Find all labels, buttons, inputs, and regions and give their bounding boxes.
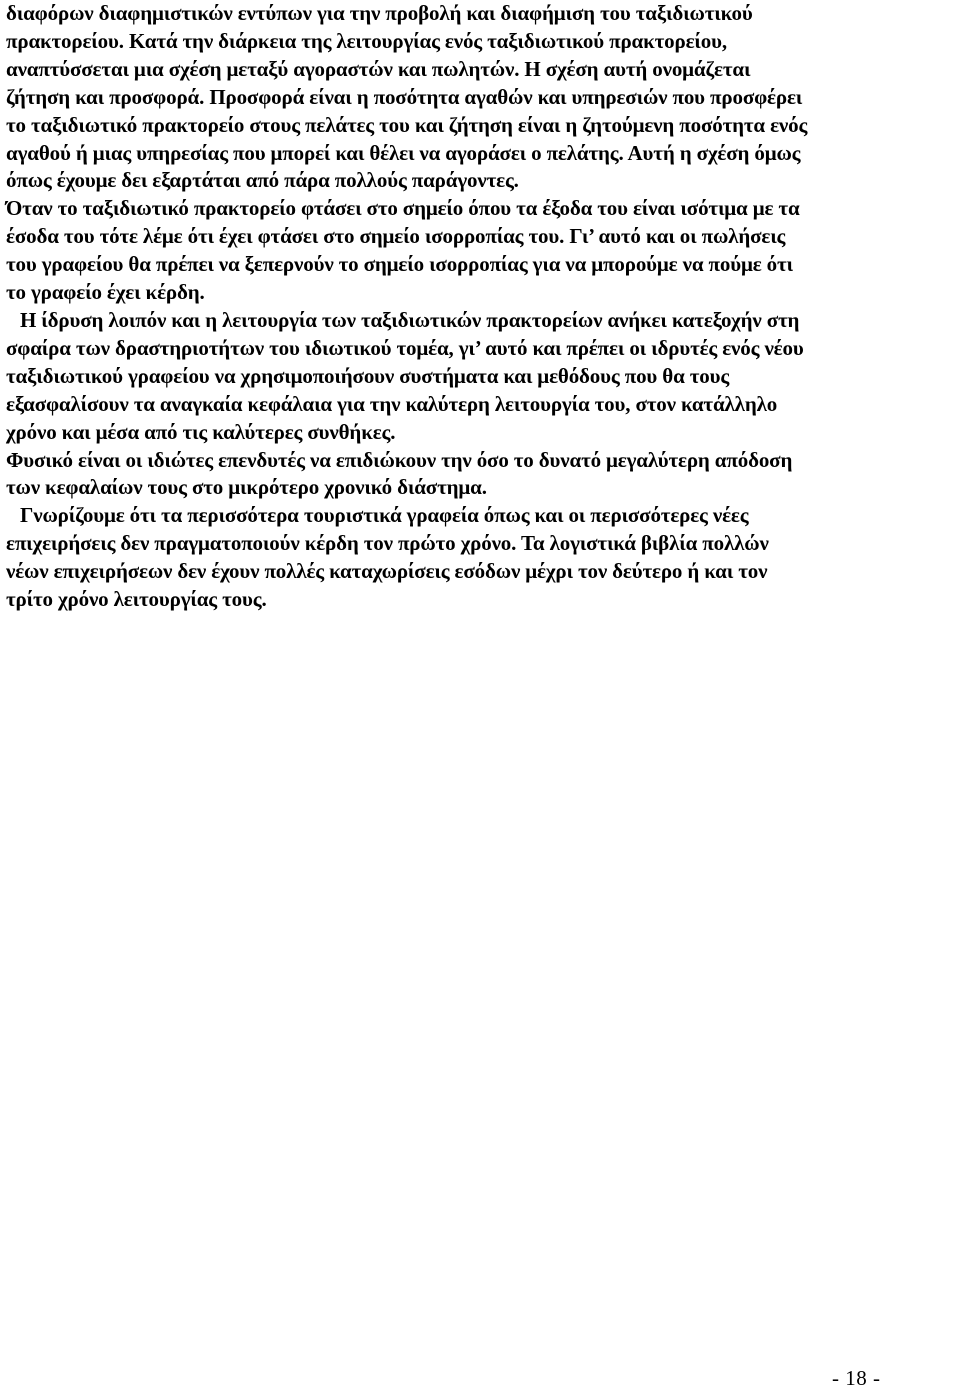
text-line: το γραφείο έχει κέρδη.	[6, 280, 205, 305]
text-line: σφαίρα των δραστηριοτήτων του ιδιωτικού τομέα, γι’ αυτό και πρέπει οι ιδρυτές ενός νέου	[6, 335, 804, 360]
text-line: αγαθού ή μιας υπηρεσίας που μπορεί και θέλει να αγοράσει ο πελάτης. Αυτή η σχέση όμως	[6, 140, 801, 165]
text-line: επιχειρήσεις δεν πραγματοποιούν κέρδη τον πρώτο χρόνο. Τα λογιστικά βιβλία πολλών	[6, 531, 769, 556]
text-line: Η ίδρυση λοιπόν και η λειτουργία των ταξιδιωτικών πρακτορείων ανήκει κατεξοχήν στη	[20, 307, 800, 332]
text-line: διαφόρων διαφημιστικών εντύπων για την προβολή και διαφήμιση του ταξιδιωτικού	[6, 1, 753, 25]
text-line: νέων επιχειρήσεων δεν έχουν πολλές καταχωρίσεις εσόδων μέχρι τον δεύτερο ή και τον	[6, 559, 768, 584]
body-text	[6, 0, 960, 614]
text-line: Φυσικό είναι οι ιδιώτες επενδυτές να επιδιώκουν την όσο το δυνατό μεγαλύτερη απόδοση	[6, 447, 793, 472]
paragraph-first-year-profits	[6, 502, 960, 614]
text-line: αναπτύσσεται μια σχέση μεταξύ αγοραστών και πωλητών. Η σχέση αυτή ονομάζεται	[6, 56, 751, 81]
paragraph-private-sector	[6, 307, 960, 447]
text-line: Όταν το ταξιδιωτικό πρακτορείο φτάσει στο σημείο όπου τα έξοδα του είναι ισότιμα με τα	[6, 196, 800, 221]
text-line: τρίτο χρόνο λειτουργίας τους.	[6, 587, 267, 612]
text-line: ζήτηση και προσφορά. Προσφορά είναι η ποσότητα αγαθών και υπηρεσιών που προσφέρει	[6, 84, 803, 109]
text-line: έσοδα του τότε λέμε ότι έχει φτάσει στο σημείο ισορροπίας του. Γι’ αυτό και οι πωλήσεις	[6, 224, 786, 249]
text-line: το ταξιδιωτικό πρακτορείο στους πελάτες του και ζήτηση είναι η ζητούμενη ποσότητα ενός	[6, 112, 808, 137]
paragraph-supply-demand	[6, 0, 960, 195]
text-line: πρακτορείου. Κατά την διάρκεια της λειτουργίας ενός ταξιδιωτικού πρακτορείου,	[6, 28, 727, 53]
text-line: Γνωρίζουμε ότι τα περισσότερα τουριστικά γραφεία όπως και οι περισσότερες νέες	[20, 503, 749, 528]
page-number: - 18 -	[832, 1366, 881, 1390]
paragraph-break-even	[6, 195, 960, 307]
text-line: όπως έχουμε δει εξαρτάται από πάρα πολλούς παράγοντες.	[6, 168, 519, 193]
paragraph-investors	[6, 447, 960, 503]
text-line: των κεφαλαίων τους στο μικρότερο χρονικό διάστημα.	[6, 475, 487, 500]
text-line: χρόνο και μέσα από τις καλύτερες συνθήκες.	[6, 419, 396, 444]
text-line: εξασφαλίσουν τα αναγκαία κεφάλαια για την καλύτερη λειτουργία του, στον κατάλληλο	[6, 391, 778, 416]
text-line: ταξιδιωτικού γραφείου να χρησιμοποιήσουν συστήματα και μεθόδους που θα τους	[6, 363, 730, 388]
text-line: του γραφείου θα πρέπει να ξεπερνούν το σημείο ισορροπίας για να μπορούμε να πούμε ότι	[6, 252, 793, 277]
